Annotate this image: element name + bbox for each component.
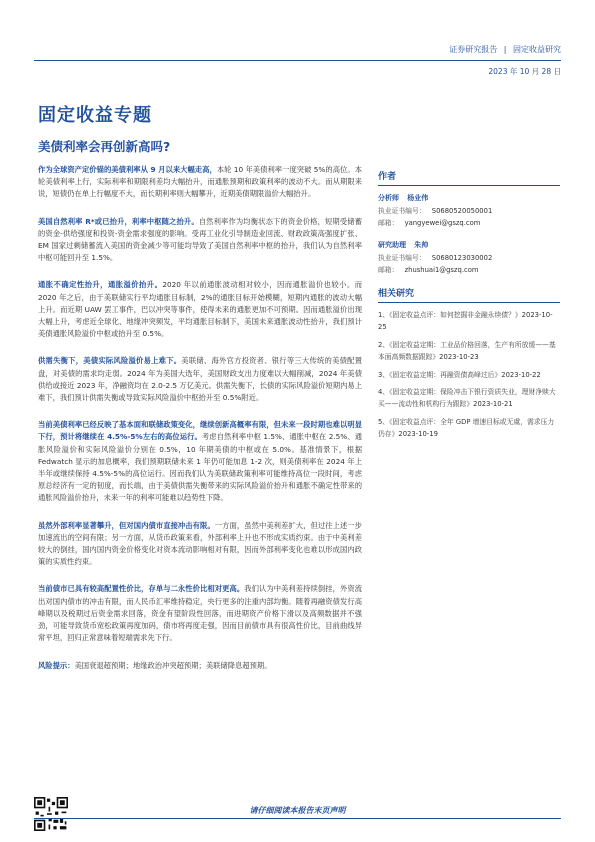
paragraph-body: 本轮 10 年美债利率一度突破 5%的高位。本轮美债利率上行，实际利率和期限利差均大幅抬升，而通胀预期和政策利率的波动不大。而从期限来说，短债仍在单上行幅度不大，而长期利率则大幅攀升，近期美债期限溢价大幅抬升。 (38, 165, 363, 199)
risk-warning-text: 美国衰退超预期；地缘政治冲突超预期；美联储降息超预期。 (74, 660, 272, 670)
paragraph-lead: 当前美债利率已经反映了基本面和联储政策变化，继续创新高概率有限，但未来一段时期也难以明显下行，预计将继续在 4.5%-5%左右的高位运行。 (38, 420, 362, 442)
report-category-title: 固定收益专题 (38, 105, 152, 126)
assistant-role: 研究助理 (378, 241, 406, 249)
paragraph-body: 自然利率作为均衡状态下的资金价格，短期受储蓄的资金-供给强度和投资-资金需求强度的影响。受再工业化引导制造业回流、财政政策高强度扩张、EM 国家过剩储蓄流入美国的资金减少等可能均导致了美国自然利率中枢的抬升，我们认为自然利率中枢可能回升至 1.5%。 (38, 216, 362, 263)
related-report-date: 2023-10-25 (378, 311, 553, 332)
related-report-item[interactable] (378, 386, 560, 411)
related-report-date: 2023-10-23 (439, 353, 479, 362)
paragraph-body: 一方面，虽然中美利差扩大，但过往上述一步加速流出的空间有限；另一方面，从货币政策来看，外部利率上升也不形成实质约束。由于中美利差较大的倒挂，国内国内资金价格变化对资本流动影响相对有限，因而外部利率变化也难以形成国内政策的实质性约束。 (38, 520, 362, 567)
related-report-date: 2023-10-22 (501, 370, 541, 379)
risk-warning-label: 风险提示： (38, 660, 75, 670)
header-divider (34, 60, 561, 61)
related-research-heading: 相关研究 (378, 286, 560, 303)
related-report-item[interactable] (378, 369, 560, 381)
body-paragraph (38, 355, 362, 404)
related-report-title: 《固定收益定期：再融资债高峰过后》 (389, 370, 502, 379)
header-tags (445, 44, 561, 55)
body-paragraph (38, 279, 362, 340)
authors-heading: 作者 (378, 169, 560, 186)
analyst-email-label: 邮箱： (378, 219, 399, 227)
paragraph-body: 美联储、海外官方投资者、银行等三大传统的美债配置盘，对美债的需求均走弱。2024 年为美国大选年，美国财政支出力度难以大幅削减，2024 年美债供给或接近 2023 年，净融资均在 2.0-2.5 万亿美元。供需失衡下，长债的实际风险溢价短期内易上难下，我们预计供需失衡或导致实际风险溢价中枢抬升至 0.5%附近。 (38, 356, 363, 403)
related-report-date: 2023-10-19 (398, 430, 438, 439)
header-tag-fixed-income: 固定收益研究 (513, 45, 561, 54)
related-report-item[interactable] (378, 309, 560, 334)
header-separator: | (503, 45, 507, 54)
related-report-item[interactable] (378, 339, 560, 364)
main-body (38, 164, 362, 687)
footer-disclaimer[interactable]: 请仔细阅读本报告末页声明 (249, 806, 346, 815)
assistant-email[interactable]: zhushuai1@gszq.com (404, 266, 479, 274)
paragraph-lead: 虽然外部利率显著攀升，但对国内债市直接冲击有限。 (38, 520, 215, 530)
related-report-number: 3、 (378, 370, 390, 379)
body-paragraph (38, 583, 362, 644)
related-report-date: 2023-10-21 (473, 400, 513, 409)
paragraph-body: 考虑自然利率中枢 1.5%、通胀中枢在 2.5%、通胀风险溢价和实际风险溢价分别在 0.5%，10 年期美债的中枢或在 5.0%。基准情景下，根据 Fedwatch 显示的加息概率，我们预期联储未来 1 年仍可能加息 1-2 次，则美债利率在 2024 年上半年或继续保持 4.5%-5%的高位运行。因而我们认为美联储政策利率可能维持高位一段时间，考虑原总经济有一定的韧度，而长端，由于美债供需失衡带来的实际风险溢价抬升和通胀不确定性带来的通胀风险溢价抬升，未来一年的利率可能难以趋势性下降。 (38, 432, 362, 503)
assistant-email-label: 邮箱： (378, 266, 399, 274)
related-report-number: 2、 (378, 340, 390, 349)
assistant-cert-number: S0680123030002 (431, 254, 493, 262)
related-report-number: 4、 (378, 388, 390, 397)
analyst-name: 杨业伟 (407, 194, 429, 202)
paragraph-lead: 供需失衡下，美债实际风险溢价易上难下。 (38, 356, 182, 366)
body-paragraph (38, 419, 362, 504)
paragraph-body: 我们认为中美利差持续倒挂，外资流出对国内债市的冲击有限，而人民币汇率维持稳定，央行更多的注重内部均衡。随着再融资债发行高峰期以及税期过后资金需求回落，资金有望阶段性回落，而进期资产价格下滑以及高频数据并不强劲，可能导致货币宽松政策再度加码，债市将再度走强，因而目前债市具有很高性价比，目前曲线异常平坦，回归正常意味着短端需求先下行。 (38, 584, 363, 643)
analyst-cert-number: S0680520050001 (431, 207, 493, 215)
related-report-number: 1、 (378, 311, 390, 319)
related-report-title: 《固定收益点评：如何挖掘非金融永续债？》 (389, 311, 522, 319)
footer-divider (34, 818, 561, 819)
paragraph-lead: 当前债市已具有较高配置性价比，存单与二永性价比相对更高。 (38, 584, 245, 594)
assistant-name: 朱帅 (414, 241, 429, 249)
related-report-number: 5、 (378, 417, 390, 426)
analyst-block (378, 192, 560, 229)
sidebar (378, 169, 560, 446)
analyst-role: 分析师 (378, 194, 399, 202)
report-date: 2023 年 10 月 28 日 (488, 67, 561, 76)
related-report-item[interactable] (378, 416, 560, 441)
paragraph-lead: 通胀不确定性抬升，通胀溢价抬升。 (38, 280, 163, 290)
assistant-cert-label: 执业证书编号： (378, 254, 426, 262)
assistant-block (378, 239, 560, 276)
body-paragraph (38, 164, 362, 201)
paragraph-lead: 作为全球资产定价锚的美债利率从 9 月以来大幅走高， (38, 165, 217, 174)
paragraph-body: 2020 年以前通胀波动相对较小，因而通胀溢价也较小。而 2020 年之后，由于美联储实行平均通胀目标制，2%的通胀目标开始模糊，短期内通胀的波动大幅上升。而近期 UAW 罢工事件，巴以冲突等事件，使得未来的通胀更加不可预期。因而通胀溢价出现大幅上升，考虑近全球化、地缘冲突频发，平均通胀目标制下，美国未来通胀波动性抬升，我们预计美债通胀风险溢价中枢或抬升至 0.5%。 (38, 280, 363, 339)
related-report-title: 《固定收益定期：工业品价格回落，生产有所放缓——基本面高频数据跟踪》 (378, 340, 556, 362)
report-headline: 美债利率会再创新高吗? (38, 139, 171, 154)
body-paragraph (38, 216, 362, 265)
related-report-title: 《固定收益点评：全年 GDP 增速目标或无虞，需求压力仍存》 (378, 417, 555, 439)
analyst-email[interactable]: yangyewei@gszq.com (404, 219, 481, 227)
body-paragraph (38, 520, 362, 569)
paragraph-lead: 美国自然利率 R*或已抬升，利率中枢随之抬升。 (38, 216, 199, 226)
analyst-cert-label: 执业证书编号： (378, 207, 426, 215)
related-report-title: 《固定收益定期：保险冲击下银行资质失业，理财净赎大买——流动性和机构行为跟踪》 (378, 388, 556, 409)
risk-warning (38, 660, 362, 672)
header-tag-research: 证券研究报告 (449, 45, 498, 54)
